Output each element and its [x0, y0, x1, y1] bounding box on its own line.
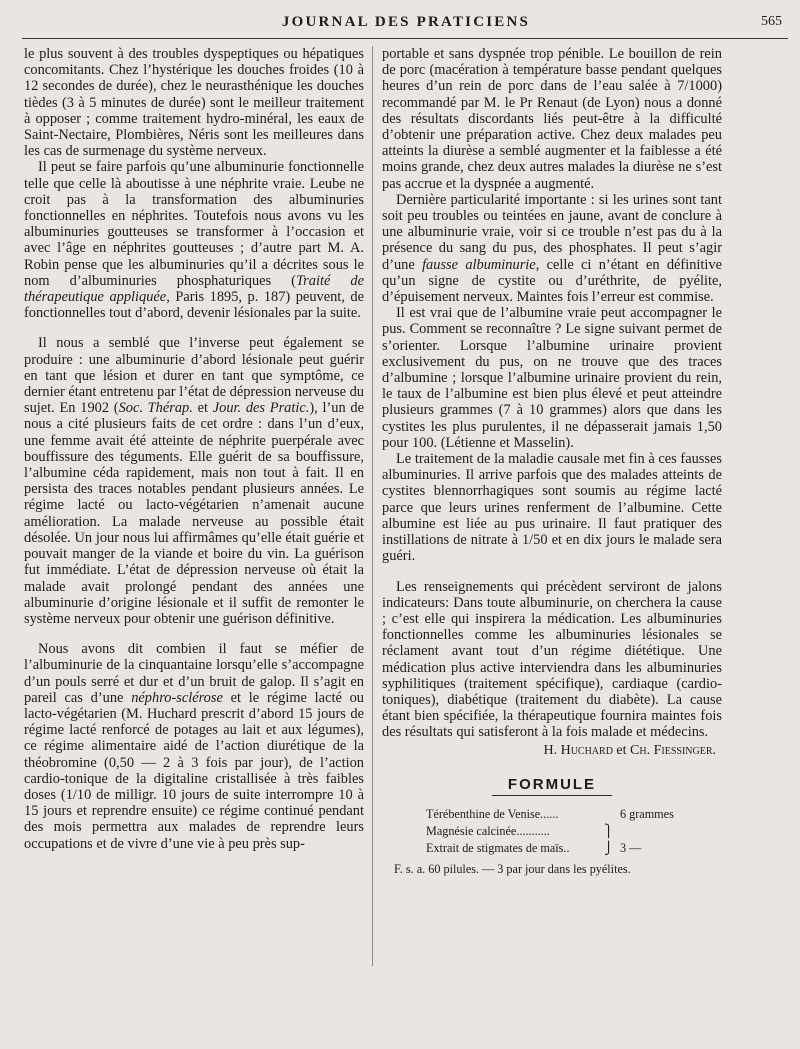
paragraph: [24, 641, 364, 852]
page-number: 565: [761, 14, 782, 29]
formule-underline: [492, 795, 612, 796]
journal-title: JOURNAL DES PRATICIENS: [281, 14, 531, 30]
paragraph-text: et le régime lacté ou lacto-végétarien (M. Huchard prescrit d’abord 15 jours de régime lacté renforcé de potages au lait et aux légumes), ce régime alimentaire aidé de l’action diurétique de la théobromine (0,50 — 2 à 3 fois par jour), de l’action cardio-tonique de la digitaline cristallisée à très faibles doses (1/10 de milligr. 10 jours de suite interrompre 10 à 15 jours et reprendre ensuite) ce régime continué pendant des mois permettra aux malades de reprendre leurs occupations et de vivre d’une vie à peu près sup-: [24, 689, 364, 852]
header-rule: [22, 38, 788, 39]
formule-row: [382, 823, 722, 840]
formule-row: [382, 840, 722, 857]
italic-term: fausse albuminurie: [422, 256, 536, 273]
paragraph: portable et sans dyspnée trop pénible. Le bouillon de rein de porc (macération à température basse pendant quelques heures d’un rein de porc dans de l’eau salée à 7/1000) recommandé par M. le Pr Renaut (de Lyon) nous a donné des résultats discordants liés peut-être à la difficulté d’obtenir une préparation active. Chez deux malades peu atteints la diurèse a semblé augmenter et la faiblesse a été moins grande, chez deux autres malades la diurèse ne s’est pas accrue et la dyspnée a augmenté.: [382, 46, 722, 192]
citation-title: Traité de thérapeutique appliquée: [24, 272, 364, 306]
running-header: [22, 12, 790, 38]
formule-brace: ⎭: [604, 840, 614, 855]
paragraph-text: et: [192, 400, 213, 417]
paragraph: Le traitement de la maladie causale met fin à ces fausses albuminuries. Il arrive parfois que des malades atteints de cystites blennorrhagiques sont soumis au régime lacté parce que leurs urines renferment de l’albumine. Cette albumine est liée au pus urinaire. Il faut pratiquer des instillations de nitrate à 1/50 et en dix jours le malade sera guéri.: [382, 451, 722, 565]
author-signature: [382, 743, 722, 759]
paragraph-text: ), l’un de nous a cité plusieurs faits de cet ordre : dans l’un d’eux, une femme avait été atteinte de néphrite puerpérale avec bouffissure des téguments. Elle guérit de sa bouffissure, l’albumine céda rapidement, mais non tout à fait. Il en persista des traces notables pendant plusieurs années. Le régime lacté ou lacto-végétarien n’amenait aucune amélioration. La malade nerveuse au possible était désolée. Un jour nous lui affirmâmes qu’elle était guérie et pouvait manger de la viande et boire du vin. La guérison fut immédiate. L’état de dépression nerveuse où était la malade avait prolongé pendant des années une albuminurie d’origine lésionale et il suffit de remonter le système nerveux pour obtenir une guérison définitive.: [24, 400, 364, 627]
formule-ingredient: Extrait de stigmates de maïs..: [426, 840, 570, 855]
paragraph: [24, 159, 364, 321]
paragraph: le plus souvent à des troubles dyspeptiques ou hépatiques concomitants. Chez l’hystérique les douches froides (10 à 12 secondes de durée), chez le neurasthénique les douches tièdes (3 à 5 minutes de durée) sont le meilleur traitement à opposer ; comme traitement hydro-minéral, les eaux de Saint-Nectaire, Plombières, Néris sont les meilleures dans les cas de surmenage du système nerveux.: [24, 46, 364, 160]
paragraph-text: Nous avons dit combien il faut se méfier de l’albuminurie de la cinquantaine lorsqu’elle s’accompagne d’un pouls serré et dur et d’un bruit de galop. Il s’agit en pareil cas d’une: [24, 641, 364, 706]
formule-quantity: 6 grammes: [620, 806, 674, 821]
formule-row: [382, 806, 722, 823]
paragraph: [382, 192, 722, 305]
formule-quantity: 3 —: [620, 840, 642, 855]
column-divider: [372, 46, 373, 966]
author-name: Ch. Fiessinger.: [630, 742, 716, 758]
formule-ingredient: Térébenthine de Venise......: [426, 806, 559, 821]
italic-term: néphro-sclérose: [131, 689, 223, 706]
citation-title: Jour. des Pratic.: [212, 400, 310, 417]
paragraph: Les renseignements qui précèdent serviront de jalons indicateurs: Dans toute albuminurie, on cherchera la cause ; c’est elle qui inspirera la médication. Les albuminuries fonctionnelles comme les albuminuries lésionales se réclament avant tout d’un régime diététique. Une médication plus active interviendra dans les albuminuries syphilitiques (traitement spécifique), cardiaque (cardio-toniques), diabétique (traitement du diabète). La cause étant bien spécifiée, la thérapeutique fournira maintes fois des résultats qui satisferont à la fois malade et médecins.: [382, 578, 722, 741]
formule-brace: ⎫: [604, 823, 614, 838]
formule-table: [382, 806, 722, 878]
paragraph-text: Il nous a semblé que l’inverse peut également se produire : une albuminurie d’abord lésionale peut guérir en tant que lésion et durer en tant que symptôme, ce dernier étant entretenu par l’état de dépression nerveuse du sujet. En 1902 (: [24, 335, 364, 417]
formule-note: F. s. a. 60 pilules. — 3 par jour dans les pyélites.: [394, 861, 631, 876]
author-name: H. Huchard: [543, 742, 613, 758]
right-column: [382, 46, 722, 878]
paragraph-text: , celle ci n’étant en définitive qu’un signe de cystite ou d’uréthrite, de pyélite, d’épuisement nerveux. Maintes fois l’erreur est commise.: [382, 256, 722, 306]
left-column: [24, 46, 364, 852]
formule-ingredient: Magnésie calcinée...........: [426, 823, 550, 838]
formule-title: FORMULE: [507, 775, 597, 793]
citation-title: Soc. Thérap.: [118, 400, 193, 417]
signature-conjunction: et: [612, 742, 631, 758]
paragraph: Il est vrai que de l’albumine vraie peut accompagner le pus. Comment se reconnaître ? Le signe suivant permet de s’orienter. Lorsque l’albumine urinaire provient exclusivement du pus, on ne trouve que des traces d’albumine ; lorsque l’albumine urinaire provient du rein, le taux de l’albumine est bien plus élevé et peut atteindre plusieurs grammes (7 à 10 grammes) alors que dans les cystites les plus purulentes, il ne dépasserait jamais 1,50 pour 100. (Létienne et Masselin).: [382, 305, 722, 451]
paragraph-text: , Paris 1895, p. 187) peuvent, de fonctionnelles tout d’abord, devenir lésionales par la suite.: [24, 289, 364, 322]
paragraph-text: Dernière particularité importante : si les urines sont tant soit peu troubles ou teintées en jaune, avant de conclure à une albuminurie vraie, voir si ce trouble n’est pas du à la présence du sang du pus, des phosphates. Il peut s’agir d’une: [382, 191, 722, 273]
paragraph-text: Il peut se faire parfois qu’une albuminurie fonctionnelle telle que celle là aboutisse à une néphrite vraie. Leube ne croit pas à la transformation des albuminuries fonctionnelles en néphrites. Toutefois nous avons vu les albuminuries goutteuses se transformer à l’occasion et avec l’âge en néphrites goutteuses ; d’autre part M. A. Robin pense que les albuminuries qu’il a décrites sous le nom d’albuminuries phosphaturiques (: [24, 159, 364, 289]
paragraph: [24, 335, 364, 627]
